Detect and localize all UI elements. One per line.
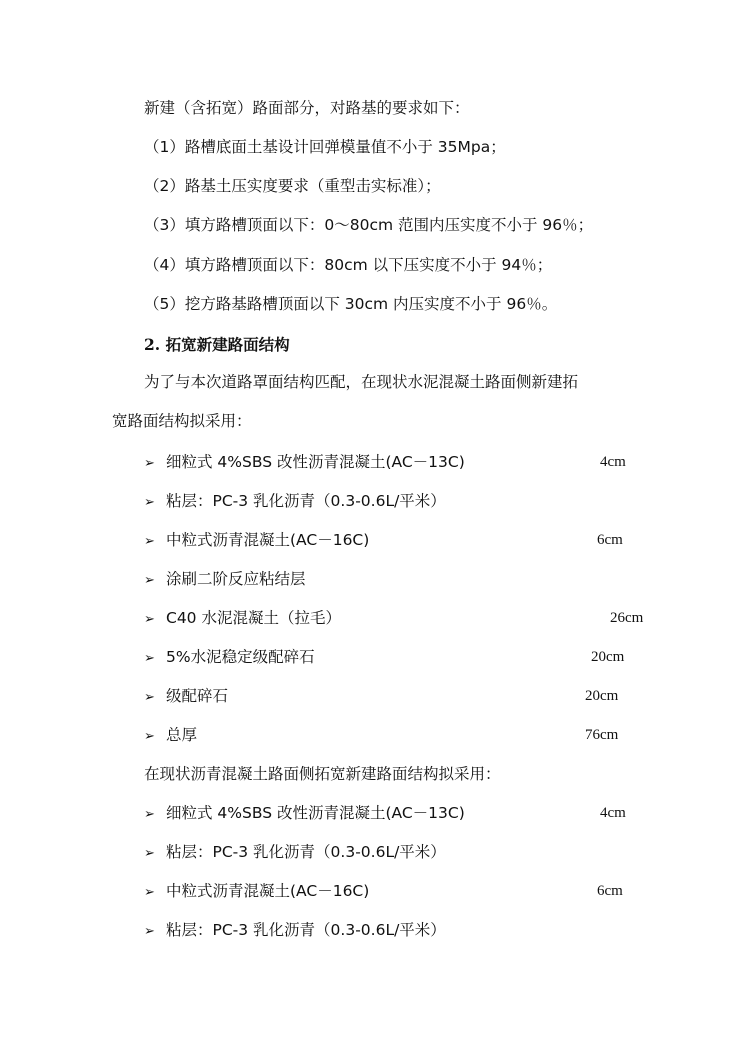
arrow-bullet-icon: ➢: [144, 729, 155, 744]
arrow-bullet-icon: ➢: [144, 807, 155, 822]
list-item: [144, 724, 197, 748]
list-item-value: 4cm: [600, 454, 626, 470]
list-item: [144, 451, 465, 475]
list-item: [144, 646, 315, 670]
list-item-value: 6cm: [597, 532, 623, 548]
requirement-item: （1）路槽底面土基设计回弹模量值不小于 35Mpa；: [144, 138, 506, 156]
arrow-bullet-icon: ➢: [144, 534, 155, 549]
paragraph-line: 宽路面结构拟采用：: [112, 412, 252, 430]
list-item-value: 20cm: [585, 688, 619, 704]
list-item-label: 涂刷二阶反应粘结层: [166, 570, 306, 588]
arrow-bullet-icon: ➢: [144, 885, 155, 900]
list-item-label: 5%水泥稳定级配碎石: [166, 648, 315, 666]
list-item-value: 26cm: [610, 610, 644, 626]
arrow-bullet-icon: ➢: [144, 924, 155, 939]
list-item-label: 中粒式沥青混凝土(AC－16C): [166, 531, 370, 549]
arrow-bullet-icon: ➢: [144, 495, 155, 510]
section-heading: 2. 拓宽新建路面结构: [144, 335, 290, 354]
list-item-value: 76cm: [585, 727, 619, 743]
arrow-bullet-icon: ➢: [144, 846, 155, 861]
intro-paragraph: 新建（含拓宽）路面部分，对路基的要求如下：: [144, 99, 470, 117]
list-item: [144, 841, 446, 865]
list-item-label: 粘层：PC-3 乳化沥青（0.3-0.6L/平米）: [166, 921, 446, 939]
list-item-label: 细粒式 4%SBS 改性沥青混凝土(AC－13C): [166, 453, 465, 471]
list-item: [144, 529, 369, 553]
requirement-item: （2）路基土压实度要求（重型击实标准）；: [144, 177, 441, 195]
list-item-label: C40 水泥混凝土（拉毛）: [166, 609, 341, 627]
list-item-label: 级配碎石: [166, 687, 229, 705]
requirement-item: （4）填方路槽顶面以下：80cm 以下压实度不小于 94％；: [144, 256, 553, 274]
arrow-bullet-icon: ➢: [144, 651, 155, 666]
list-item-label: 总厚: [166, 726, 198, 744]
list-item-label: 中粒式沥青混凝土(AC－16C): [166, 882, 370, 900]
list-item-value: 6cm: [597, 883, 623, 899]
paragraph-line: 在现状沥青混凝土路面侧拓宽新建路面结构拟采用：: [144, 765, 501, 783]
list-item: [144, 607, 341, 631]
list-item-value: 4cm: [600, 805, 626, 821]
list-item: [144, 919, 446, 943]
list-item: [144, 490, 446, 514]
list-item-label: 粘层：PC-3 乳化沥青（0.3-0.6L/平米）: [166, 843, 446, 861]
paragraph-line: 为了与本次道路罩面结构匹配，在现状水泥混凝土路面侧新建拓: [144, 373, 579, 391]
list-item-label: 细粒式 4%SBS 改性沥青混凝土(AC－13C): [166, 804, 465, 822]
list-item: [144, 568, 306, 592]
arrow-bullet-icon: ➢: [144, 690, 155, 705]
requirement-item: （3）填方路槽顶面以下：0～80cm 范围内压实度不小于 96％；: [144, 216, 594, 234]
arrow-bullet-icon: ➢: [144, 456, 155, 471]
list-item: [144, 802, 465, 826]
list-item-label: 粘层：PC-3 乳化沥青（0.3-0.6L/平米）: [166, 492, 446, 510]
list-item-value: 20cm: [591, 649, 625, 665]
list-item: [144, 880, 369, 904]
list-item: [144, 685, 228, 709]
requirement-item: （5）挖方路基路槽顶面以下 30cm 内压实度不小于 96％。: [144, 295, 558, 313]
arrow-bullet-icon: ➢: [144, 612, 155, 627]
arrow-bullet-icon: ➢: [144, 573, 155, 588]
